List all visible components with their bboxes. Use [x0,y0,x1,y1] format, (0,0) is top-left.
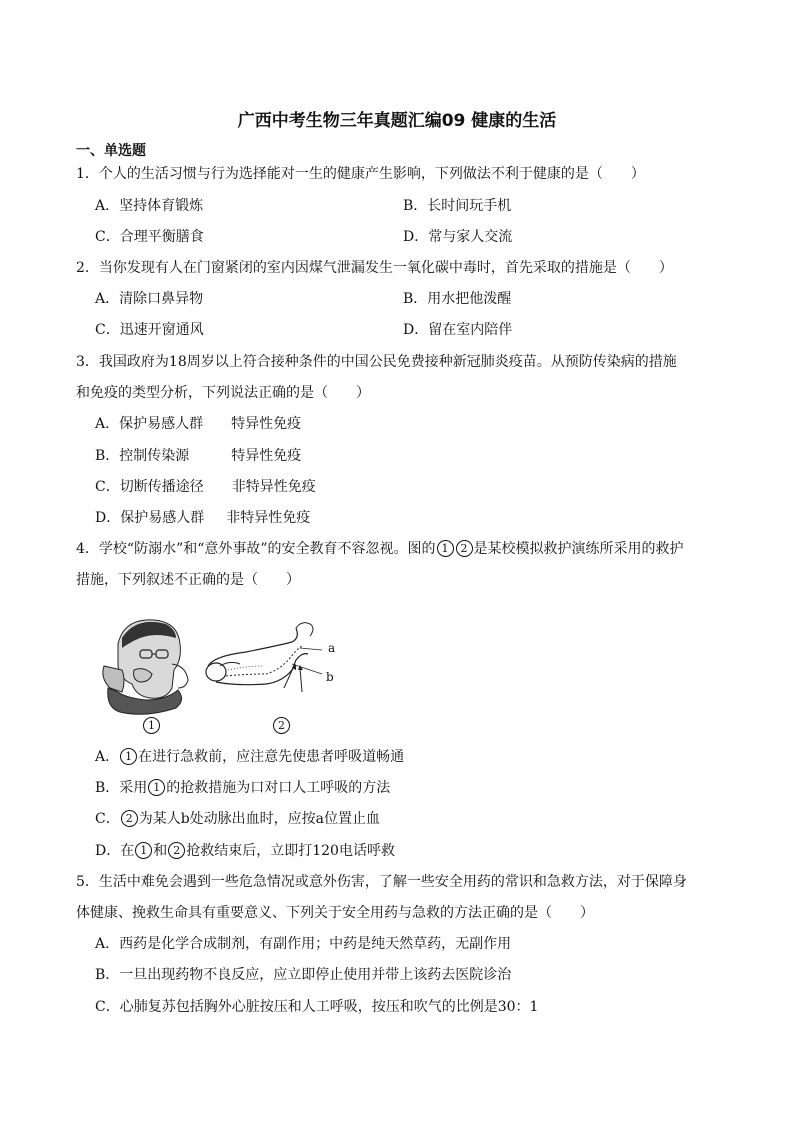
circled-number-2: 2 [456,540,473,557]
q3-option-d-immunity: 非特异性免疫 [226,510,311,526]
q5-option-b: B．一旦出现药物不良反应，应立即停止使用并带上该药去医院诊治 [95,967,512,983]
q3-option-a [95,415,301,433]
q4-option-d: D．在 1 和 2 抢救结束后，立即打120电话呼救 [95,843,395,859]
q3-option-c-measure: C．切断传播途径 [95,479,204,495]
q1-option-d: D．常与家人交流 [403,229,513,245]
question-4-stem-line2: 措施，下列叙述不正确的是（ ） [76,572,300,588]
q3-option-c [95,478,316,496]
q5-option-c: C．心肺复苏包括胸外心脏按压和人工呼吸，按压和吹气的比例是30：1 [95,999,539,1015]
question-5-stem-line1: 5．生活中难免会遇到一些危急情况或意外伤害，了解一些安全用药的常识和急救方法，对于保障身 [76,874,687,890]
q3-option-b-measure: B．控制传染源 [95,448,190,464]
q4-option-c: C． 2 为某人b处动脉出血时，应按a位置止血 [95,811,381,827]
q3-option-b-immunity: 特异性免疫 [231,448,302,464]
q5-option-a: A．西药是化学合成制剂，有副作用；中药是纯天然草药，无副作用 [95,936,512,952]
question-3-stem-line1: 3．我国政府为18周岁以上符合接种条件的中国公民免费接种新冠肺炎疫苗。从预防传染病的措施 [76,354,677,370]
q3-option-a-measure: A．保护易感人群 [95,416,204,432]
figure-2-caption: 2 [272,715,291,734]
circled-number-1: 1 [437,540,454,557]
question-2-stem: 2．当你发现有人在门窗紧闭的室内因煤气泄漏发生一氧化碳中毒时，首先采取的措施是（ ） [76,260,673,276]
question-3-stem-line2: 和免疫的类型分析，下列说法正确的是（ ） [76,385,370,401]
first-aid-figure [96,608,346,736]
question-1-stem: 1．个人的生活习惯与行为选择能对一生的健康产生影响，下列做法不利于健康的是（ ） [76,166,645,182]
q1-option-a: A．坚持体育锻炼 [95,198,204,214]
q1-option-b: B．长时间玩手机 [403,198,512,214]
figure-1-caption: 1 [142,715,161,734]
q3-option-d [95,509,310,527]
q1-option-c: C．合理平衡膳食 [95,229,204,245]
q2-option-a: A．清除口鼻异物 [95,291,204,307]
page-title: 广西中考生物三年真题汇编09 健康的生活 [237,111,557,131]
arm-artery-drawing [206,623,322,692]
q4-option-b: B．采用 1 的抢救措施为口对口人工呼吸的方法 [95,780,391,796]
question-5-stem-line2: 体健康、挽救生命具有重要意义、下列关于安全用药与急救的方法正确的是（ ） [76,905,594,921]
q2-option-c: C．迅速开窗通风 [95,322,204,338]
figure-label-a: a [328,641,336,655]
q4-option-a: A． 1 在进行急救前，应注意先使患者呼吸道畅通 [95,749,405,765]
q3-option-c-immunity: 非特异性免疫 [231,479,316,495]
q3-option-d-measure: D．保护易感人群 [95,510,205,526]
q3-option-b [95,447,301,465]
question-4-stem-line1: 4．学校“防溺水”和“意外事故”的安全教育不容忽视。图的 1 2 是某校模拟救护演练所采用的救护 [76,541,684,557]
q2-option-d: D．留在室内陪伴 [403,322,513,338]
section-heading: 一、单选题 [76,143,146,159]
q2-option-b: B．用水把他泼醒 [403,291,512,307]
figure-label-b: b [326,670,334,684]
first-aid-illustration [96,608,346,736]
mouth-to-mouth-drawing [103,620,188,714]
q3-option-a-immunity: 特异性免疫 [231,416,302,432]
